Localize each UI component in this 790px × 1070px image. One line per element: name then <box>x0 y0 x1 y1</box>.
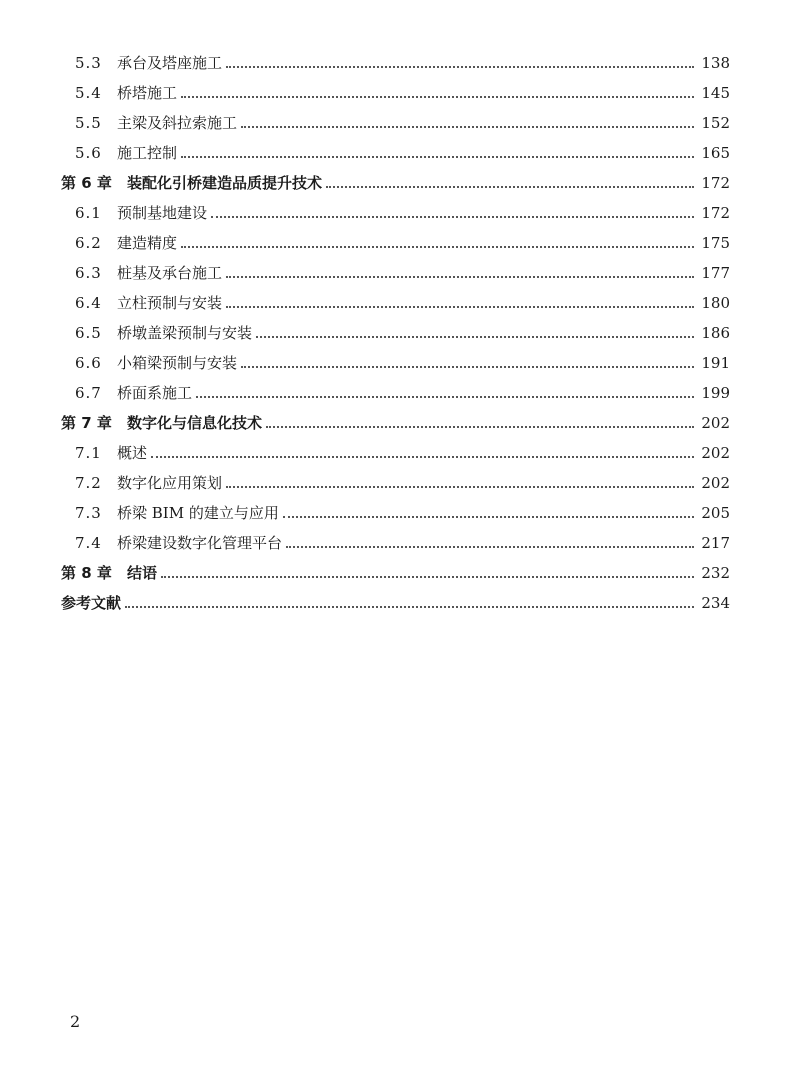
page-ref: 180 <box>694 288 730 318</box>
section-title: 桥面系施工 <box>117 378 196 408</box>
toc-entry[interactable] <box>0 78 790 108</box>
section-number: 7.4 <box>75 534 102 552</box>
section-title: 建造精度 <box>117 228 181 258</box>
dot-leader <box>266 424 694 428</box>
section-number: 6.4 <box>75 294 102 312</box>
table-of-contents <box>0 48 790 618</box>
toc-entry[interactable] <box>0 108 790 138</box>
dot-leader <box>161 574 694 578</box>
section-title: 预制基地建设 <box>117 198 211 228</box>
section-title: 数字化应用策划 <box>117 468 226 498</box>
toc-entry[interactable] <box>0 498 790 528</box>
chapter-title: 数字化与信息化技术 <box>127 408 266 438</box>
dot-leader <box>256 334 694 338</box>
page-ref: 217 <box>694 528 730 558</box>
page-ref: 145 <box>694 78 730 108</box>
toc-chapter-entry[interactable] <box>0 408 790 438</box>
section-title: 施工控制 <box>117 138 181 168</box>
chapter-title: 结语 <box>127 558 161 588</box>
toc-entry[interactable] <box>0 288 790 318</box>
toc-references-entry[interactable] <box>0 588 790 618</box>
section-title: 桥墩盖梁预制与安装 <box>117 318 256 348</box>
section-number: 6.7 <box>75 384 102 402</box>
section-title: 承台及塔座施工 <box>117 48 226 78</box>
dot-leader <box>181 94 694 98</box>
page-ref: 177 <box>694 258 730 288</box>
page-ref: 172 <box>694 198 730 228</box>
section-number: 6.1 <box>75 204 102 222</box>
toc-chapter-entry[interactable] <box>0 168 790 198</box>
section-number: 5.6 <box>75 144 102 162</box>
section-number: 7.2 <box>75 474 102 492</box>
section-title: 桥梁建设数字化管理平台 <box>117 528 286 558</box>
toc-entry[interactable] <box>0 528 790 558</box>
page-ref: 165 <box>694 138 730 168</box>
toc-chapter-entry[interactable] <box>0 558 790 588</box>
section-title: 主梁及斜拉索施工 <box>117 108 241 138</box>
section-title: 立柱预制与安装 <box>117 288 226 318</box>
page-ref: 175 <box>694 228 730 258</box>
section-title: 桩基及承台施工 <box>117 258 226 288</box>
toc-entry[interactable] <box>0 348 790 378</box>
toc-entry[interactable] <box>0 258 790 288</box>
section-number: 7.3 <box>75 504 102 522</box>
toc-entry[interactable] <box>0 468 790 498</box>
section-number: 6.6 <box>75 354 102 372</box>
chapter-title: 装配化引桥建造品质提升技术 <box>127 168 326 198</box>
section-number: 6.3 <box>75 264 102 282</box>
page-ref: 205 <box>694 498 730 528</box>
page-ref: 202 <box>694 468 730 498</box>
dot-leader <box>326 184 694 188</box>
dot-leader <box>181 154 694 158</box>
page-ref: 234 <box>694 588 730 618</box>
references-title: 参考文献 <box>61 588 125 618</box>
page-ref: 152 <box>694 108 730 138</box>
page-ref: 232 <box>694 558 730 588</box>
page-ref: 202 <box>694 408 730 438</box>
toc-entry[interactable] <box>0 48 790 78</box>
section-number: 7.1 <box>75 444 102 462</box>
section-number: 5.4 <box>75 84 102 102</box>
page-ref: 199 <box>694 378 730 408</box>
dot-leader <box>211 214 694 218</box>
page-ref: 138 <box>694 48 730 78</box>
dot-leader <box>241 124 694 128</box>
section-number: 6.5 <box>75 324 102 342</box>
section-number: 5.5 <box>75 114 102 132</box>
section-title: 概述 <box>117 438 151 468</box>
toc-entry[interactable] <box>0 318 790 348</box>
section-number: 5.3 <box>75 54 102 72</box>
chapter-number: 第 7 章 <box>61 414 112 432</box>
chapter-number: 第 8 章 <box>61 564 112 582</box>
dot-leader <box>226 64 694 68</box>
section-title: 桥塔施工 <box>117 78 181 108</box>
chapter-number: 第 6 章 <box>61 174 112 192</box>
toc-entry[interactable] <box>0 438 790 468</box>
page-ref: 172 <box>694 168 730 198</box>
toc-entry[interactable] <box>0 138 790 168</box>
section-title: 小箱梁预制与安装 <box>117 348 241 378</box>
dot-leader <box>226 484 694 488</box>
page-ref: 191 <box>694 348 730 378</box>
toc-entry[interactable] <box>0 378 790 408</box>
dot-leader <box>283 514 694 518</box>
dot-leader <box>125 604 694 608</box>
page-ref: 186 <box>694 318 730 348</box>
dot-leader <box>286 544 694 548</box>
section-number: 6.2 <box>75 234 102 252</box>
page-number: 2 <box>70 1012 81 1031</box>
toc-entry[interactable] <box>0 228 790 258</box>
dot-leader <box>181 244 694 248</box>
section-title: 桥梁 BIM 的建立与应用 <box>117 498 283 528</box>
toc-entry[interactable] <box>0 198 790 228</box>
dot-leader <box>241 364 694 368</box>
dot-leader <box>151 454 694 458</box>
dot-leader <box>226 274 694 278</box>
page-ref: 202 <box>694 438 730 468</box>
dot-leader <box>226 304 694 308</box>
dot-leader <box>196 394 694 398</box>
